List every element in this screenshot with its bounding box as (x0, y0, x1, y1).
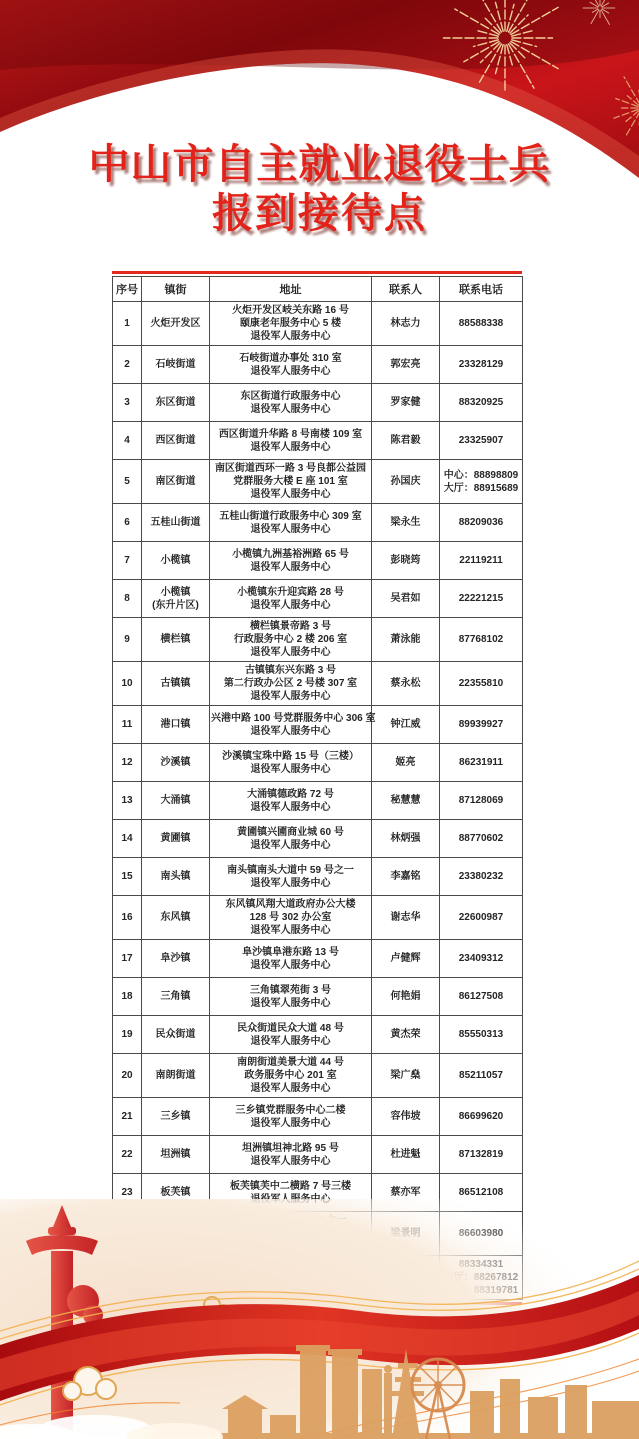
cell-town: 石岐街道 (142, 346, 210, 384)
cell-address: 东区街道行政服务中心 退役军人服务中心 (210, 384, 372, 422)
table-row (113, 978, 523, 1016)
cell-no: 17 (113, 940, 142, 978)
bottom-ribbon-decoration (0, 1199, 639, 1439)
cell-town: 三角镇 (142, 978, 210, 1016)
table-row (113, 384, 523, 422)
cell-town: 南朗街道 (142, 1054, 210, 1098)
cell-contact: 谢志华 (372, 896, 440, 940)
table-row (113, 580, 523, 618)
cell-contact: 彭晓筠 (372, 542, 440, 580)
cell-town: 五桂山街道 (142, 504, 210, 542)
cell-no: 11 (113, 706, 142, 744)
cell-town: 东风镇 (142, 896, 210, 940)
cell-phone: 86127508 (440, 978, 523, 1016)
cell-contact: 何艳娟 (372, 978, 440, 1016)
cell-phone: 22221215 (440, 580, 523, 618)
cell-phone: 中心：88898809 大厅：88915689 (440, 460, 523, 504)
cell-address: 火炬开发区岐关东路 16 号 颐康老年服务中心 5 楼 退役军人服务中心 (210, 302, 372, 346)
cell-no: 3 (113, 384, 142, 422)
table-row (113, 1098, 523, 1136)
cell-contact: 林志力 (372, 302, 440, 346)
table-row (113, 744, 523, 782)
cell-phone: 22119211 (440, 542, 523, 580)
cell-phone: 88320925 (440, 384, 523, 422)
cell-contact: 陈君毅 (372, 422, 440, 460)
cell-town: 坦洲镇 (142, 1136, 210, 1174)
table-row (113, 940, 523, 978)
cell-town: 东区街道 (142, 384, 210, 422)
cell-town: 古镇镇 (142, 662, 210, 706)
cell-no: 9 (113, 618, 142, 662)
table-row (113, 1016, 523, 1054)
cell-phone: 23325907 (440, 422, 523, 460)
cell-town: 小榄镇 (东升片区) (142, 580, 210, 618)
cell-no: 21 (113, 1098, 142, 1136)
table-row (113, 460, 523, 504)
cell-contact: 蔡永松 (372, 662, 440, 706)
cell-phone: 85550313 (440, 1016, 523, 1054)
table-row (113, 858, 523, 896)
cell-phone: 86512108 (440, 1174, 523, 1212)
cell-address: 板芙镇芙中二横路 7 号三楼 (210, 1174, 372, 1212)
cell-contact: 郭宏亮 (372, 346, 440, 384)
cell-address: 横栏镇景帝路 3 号 行政服务中心 2 楼 206 室 退役军人服务中心 (210, 618, 372, 662)
cell-address: 兴港中路 100 号党群服务中心 306 室 退役军人服务中心 (210, 706, 372, 744)
cell-contact: 吴君如 (372, 580, 440, 618)
header-town: 镇街 (142, 277, 210, 302)
table-row (113, 346, 523, 384)
table-row (113, 1054, 523, 1098)
cell-phone: 88770602 (440, 820, 523, 858)
cell-contact: 钟江威 (372, 706, 440, 744)
cell-town: 阜沙镇 (142, 940, 210, 978)
cell-address: 三乡镇党群服务中心二楼 退役军人服务中心 (210, 1098, 372, 1136)
cell-no: 12 (113, 744, 142, 782)
cell-address: 南区街道西环一路 3 号良都公益园 党群服务大楼 E 座 101 室 退役军人服务中心 (210, 460, 372, 504)
cell-address: 沙溪镇宝珠中路 15 号（三楼） 退役军人服务中心 (210, 744, 372, 782)
cell-phone: 88209036 (440, 504, 523, 542)
cell-town: 三乡镇 (142, 1098, 210, 1136)
header-address: 地址 (210, 277, 372, 302)
table-row (113, 782, 523, 820)
cell-phone: 86699620 (440, 1098, 523, 1136)
cell-no: 7 (113, 542, 142, 580)
cell-phone: 87768102 (440, 618, 523, 662)
cell-contact: 萧泳能 (372, 618, 440, 662)
cell-no: 16 (113, 896, 142, 940)
cell-address: 南头镇南头大道中 59 号之一 退役军人服务中心 (210, 858, 372, 896)
cell-contact: 梁广燊 (372, 1054, 440, 1098)
cell-no: 14 (113, 820, 142, 858)
cell-address: 东风镇风翔大道政府办公大楼 128 号 302 办公室 退役军人服务中心 (210, 896, 372, 940)
cell-contact: 容伟坡 (372, 1098, 440, 1136)
cell-address: 大涌镇德政路 72 号 退役军人服务中心 (210, 782, 372, 820)
cell-town: 南区街道 (142, 460, 210, 504)
cell-contact: 孙国庆 (372, 460, 440, 504)
table-row (113, 706, 523, 744)
cell-address: 坦洲镇坦神北路 95 号 退役军人服务中心 (210, 1136, 372, 1174)
cell-address: 西区街道升华路 8 号南楼 109 室 退役军人服务中心 (210, 422, 372, 460)
table-row (113, 662, 523, 706)
cell-phone: 87128069 (440, 782, 523, 820)
cell-address: 古镇镇东兴东路 3 号 第二行政办公区 2 号楼 307 室 退役军人服务中心 (210, 662, 372, 706)
cell-town: 西区街道 (142, 422, 210, 460)
table-row (113, 302, 523, 346)
cell-town: 沙溪镇 (142, 744, 210, 782)
cell-no: 18 (113, 978, 142, 1016)
cell-no: 10 (113, 662, 142, 706)
cell-no: 20 (113, 1054, 142, 1098)
cell-no: 19 (113, 1016, 142, 1054)
cell-no: 23 (113, 1174, 142, 1212)
header-contact: 联系人 (372, 277, 440, 302)
reception-table-wrap (112, 271, 522, 1305)
cell-phone: 85211057 (440, 1054, 523, 1098)
cell-no: 2 (113, 346, 142, 384)
table-row (113, 504, 523, 542)
cell-town: 横栏镇 (142, 618, 210, 662)
cell-contact: 李嘉铭 (372, 858, 440, 896)
cell-address: 民众街道民众大道 48 号 退役军人服务中心 (210, 1016, 372, 1054)
cell-address: 小榄镇东升迎宾路 28 号 退役军人服务中心 (210, 580, 372, 618)
cell-contact: 梁永生 (372, 504, 440, 542)
cell-phone: 23328129 (440, 346, 523, 384)
cell-town: 南头镇 (142, 858, 210, 896)
cell-phone: 23409312 (440, 940, 523, 978)
cell-address: 南朗街道美景大道 44 号 政务服务中心 201 室 退役军人服务中心 (210, 1054, 372, 1098)
table-row (113, 422, 523, 460)
page-title-line1: 中山市自主就业退役士兵 (88, 141, 551, 187)
cell-contact: 罗家健 (372, 384, 440, 422)
cell-phone: 88588338 (440, 302, 523, 346)
reception-table (112, 276, 523, 1300)
table-row (113, 618, 523, 662)
cell-town: 火炬开发区 (142, 302, 210, 346)
cell-town: 板芙镇 (142, 1174, 210, 1212)
cell-town: 大涌镇 (142, 782, 210, 820)
cell-phone: 86231911 (440, 744, 523, 782)
cell-town: 港口镇 (142, 706, 210, 744)
cell-phone: 23380232 (440, 858, 523, 896)
cell-address: 阜沙镇阜港东路 13 号 退役军人服务中心 (210, 940, 372, 978)
header-phone: 联系电话 (440, 277, 523, 302)
cell-contact: 卢健辉 (372, 940, 440, 978)
table-row (113, 542, 523, 580)
cell-phone: 22355810 (440, 662, 523, 706)
cell-contact: 黄杰荣 (372, 1016, 440, 1054)
cell-town: 黄圃镇 (142, 820, 210, 858)
cell-phone: 87132819 (440, 1136, 523, 1174)
cell-no: 4 (113, 422, 142, 460)
cell-no: 5 (113, 460, 142, 504)
cell-address: 三角镇翠苑街 3 号 退役军人服务中心 (210, 978, 372, 1016)
cell-contact: 蔡亦军 (372, 1174, 440, 1212)
cell-no: 15 (113, 858, 142, 896)
cell-address: 小榄镇九洲基裕洲路 65 号 退役军人服务中心 (210, 542, 372, 580)
table-row (113, 896, 523, 940)
cell-town: 小榄镇 (142, 542, 210, 580)
cell-phone: 22600987 (440, 896, 523, 940)
page-title-line2: 报到接待点 (212, 190, 427, 236)
cell-no: 8 (113, 580, 142, 618)
cell-contact: 林炳强 (372, 820, 440, 858)
cell-phone: 89939927 (440, 706, 523, 744)
table-row (113, 820, 523, 858)
cell-address: 黄圃镇兴圃商业城 60 号 退役军人服务中心 (210, 820, 372, 858)
cell-no: 13 (113, 782, 142, 820)
cell-contact: 秘慧慧 (372, 782, 440, 820)
cell-address: 石岐街道办事处 310 室 退役军人服务中心 (210, 346, 372, 384)
cell-contact: 姬亮 (372, 744, 440, 782)
header-no: 序号 (113, 277, 142, 302)
cell-no: 6 (113, 504, 142, 542)
cell-no: 1 (113, 302, 142, 346)
cell-address: 五桂山街道行政服务中心 309 室 退役军人服务中心 (210, 504, 372, 542)
cell-town: 民众街道 (142, 1016, 210, 1054)
page-title (0, 140, 639, 238)
table-header-row (113, 277, 523, 302)
cell-no: 22 (113, 1136, 142, 1174)
table-row (113, 1136, 523, 1174)
cell-contact: 杜进魁 (372, 1136, 440, 1174)
